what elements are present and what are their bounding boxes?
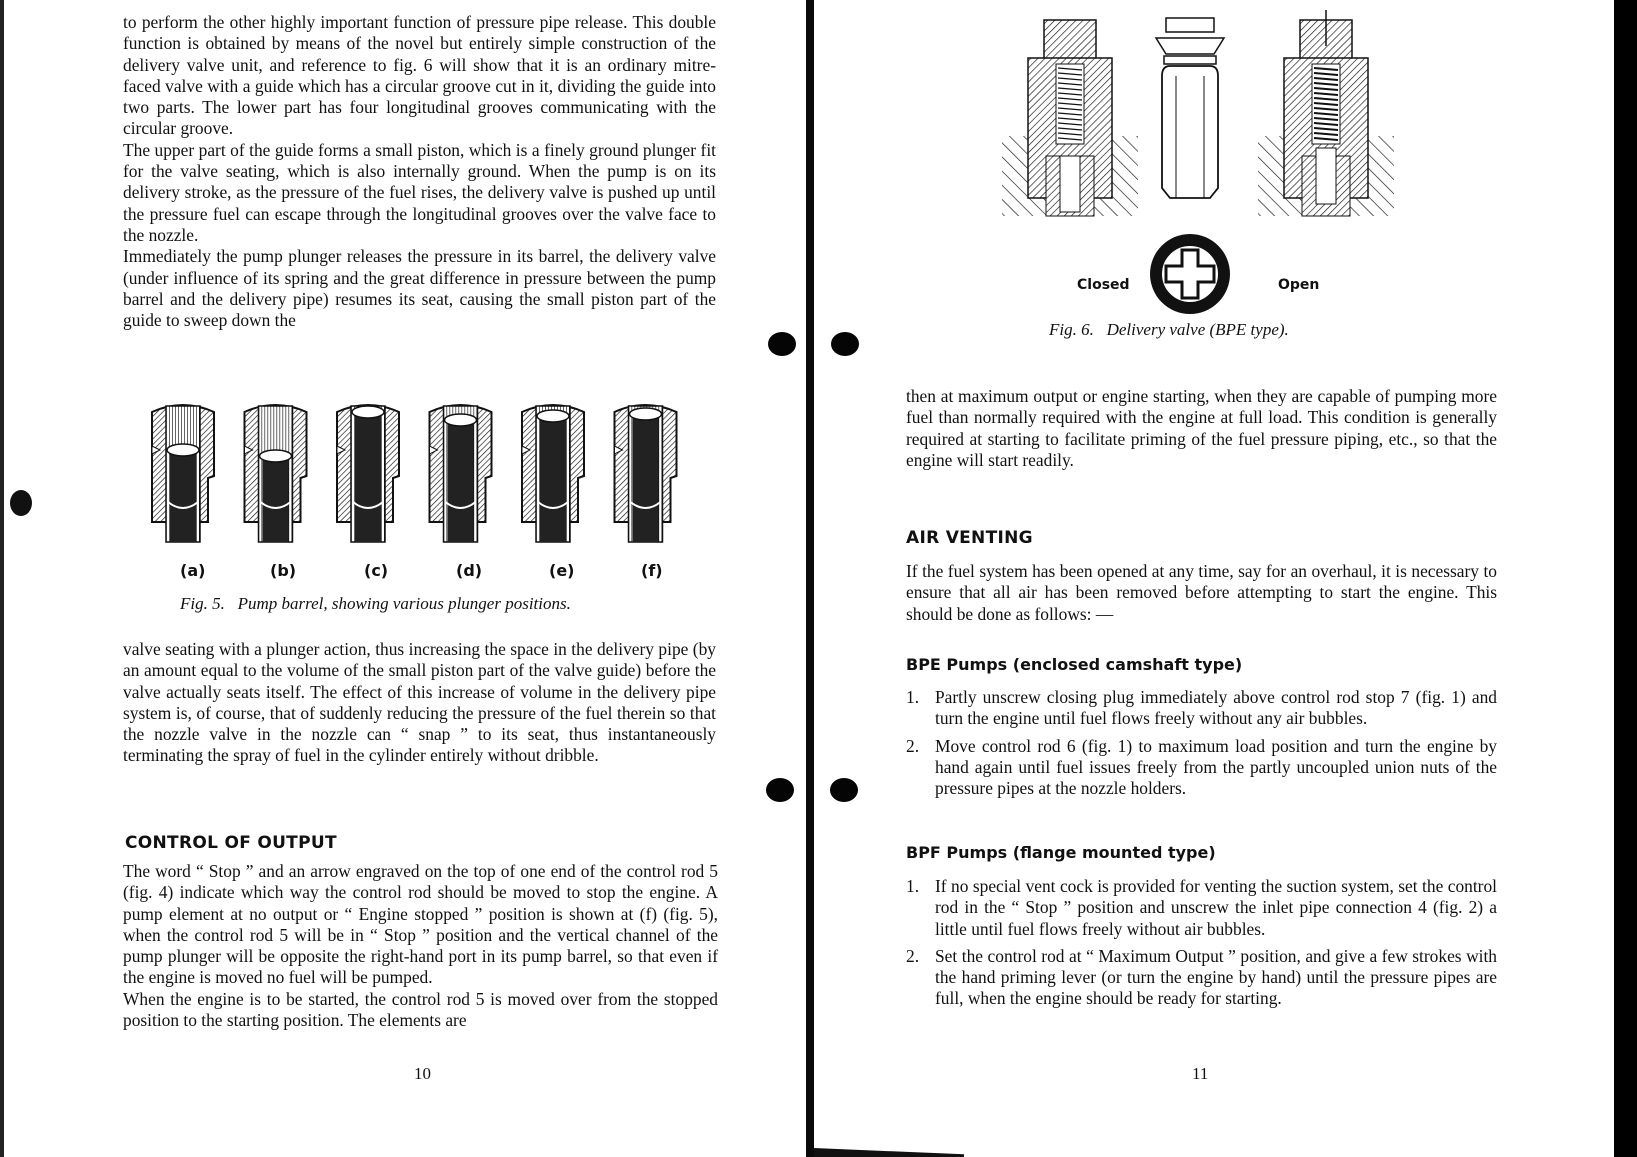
fig5-label-b: (b)	[270, 561, 297, 580]
delivery-valve-illustration	[1002, 16, 1422, 306]
valve-element	[1156, 18, 1224, 198]
body-text-after-figure	[123, 639, 716, 767]
step-number: 1.	[906, 876, 920, 896]
figure-6-caption: Fig. 6. Delivery valve (BPE type).	[1049, 320, 1289, 339]
plunger	[633, 414, 659, 542]
plunger	[355, 412, 381, 542]
list-item	[906, 687, 1497, 730]
step-text: Set the control rod at “ Maximum Output ” position, and give a few strokes with the hand priming lever (or turn the engine by hand) until the pressure pipes are full, when the engine should be ready for starting.	[935, 945, 1497, 1009]
fig6-label-open: Open	[1278, 277, 1320, 293]
plunger	[540, 416, 566, 542]
fig6-label-closed: Closed	[1077, 277, 1130, 293]
step-text: Move control rod 6 (fig. 1) to maximum load position and turn the engine by hand again until fuel issues freely from the partly uncoupled union nuts of the pressure pipes at the nozzle holders.	[935, 735, 1497, 799]
body-text-top-right	[906, 386, 1497, 471]
bpf-steps	[906, 876, 1497, 1016]
plunger	[170, 450, 196, 542]
pump-barrel	[430, 405, 492, 542]
valve-open	[1258, 10, 1394, 216]
fig5-label-a: (a)	[180, 561, 206, 580]
valve-cross-section	[1150, 234, 1230, 314]
pump-barrel	[615, 405, 677, 542]
valve-guide	[1316, 148, 1336, 204]
fig5-label-f: (f)	[641, 561, 663, 580]
union-nut-top	[1044, 20, 1096, 60]
book-gutter	[806, 0, 814, 1157]
page-number: 10	[414, 1064, 431, 1083]
paragraph: then at maximum output or engine starting, when they are capable of pumping more fuel than normally required with the engine at full load. This condition is generally required at starting to facilitate priming of the fuel pressure piping, etc., so that the engine will start readily.	[906, 386, 1497, 470]
paragraph: When the engine is to be started, the control rod 5 is moved over from the stopped position to the starting position. The elements are	[123, 988, 718, 1031]
scan-right-edge	[1614, 0, 1637, 1157]
paragraph: The word “ Stop ” and an arrow engraved on the top of one end of the control rod 5 (fig. 4) indicate which way the control rod should be moved to stop the engine. A pump element at no output or “ Engine stopped ” position is shown at (f) (fig. 5), when the control rod 5 will be in “ Stop ” position and the vertical channel of the pump plunger will be opposite the right-hand port in its pump barrel, so that even if the engine is moved no fuel will be pumped.	[123, 861, 718, 988]
right-page	[816, 0, 1606, 1157]
pump-barrel	[522, 405, 584, 542]
left-page	[0, 0, 804, 1157]
paragraph: to perform the other highly important function of pressure pipe release. This double function is obtained by means of the novel but entirely simple construction of the delivery valve unit, and reference to fig. 6 will show that it is an ordinary mitre-faced valve with a guide which has a circular groove cut in it, dividing the guide into two parts. The lower part has four longitudinal grooves communicating with the circular groove.	[123, 12, 716, 139]
paragraph: valve seating with a plunger action, thus increasing the space in the delivery pipe (by an amount equal to the volume of the small piston part of the valve guide) before the valve actually seats itself. The effect of this increase of volume in the delivery pipe system is, of course, that of suddenly reducing the pressure of the fuel therein so that the nozzle valve in the nozzle can “ snap ” to its seat, thus instantaneously terminating the spray of fuel in the cylinder entirely without dribble.	[123, 639, 716, 766]
body-text-top	[123, 12, 716, 331]
valve-guide	[1060, 156, 1080, 212]
list-item	[906, 876, 1497, 940]
pump-barrel-illustrations	[148, 398, 688, 548]
paragraph: The upper part of the guide forms a small piston, which is a finely ground plunger fit for the valve seating, which is also internally ground. When the pump is on its delivery stroke, as the pressure of the fuel rises, the delivery valve is pushed up until the pressure fuel can escape through the longitudinal grooves over the valve face to the nozzle.	[123, 139, 716, 245]
fig5-label-c: (c)	[364, 561, 389, 580]
step-number: 2.	[906, 945, 920, 966]
plunger-top	[630, 408, 662, 420]
page-number: 11	[1192, 1064, 1209, 1083]
subheading-bpf-pumps: BPF Pumps (flange mounted type)	[906, 843, 1216, 862]
list-item	[906, 736, 1497, 800]
step-text: Partly unscrew closing plug immediately above control rod stop 7 (fig. 1) and turn the engine until fuel flows freely without any air bubbles.	[935, 687, 1497, 729]
pump-barrel	[337, 405, 399, 542]
plunger-top	[352, 406, 384, 418]
section-heading-control-of-output: CONTROL OF OUTPUT	[125, 833, 337, 853]
list-item	[906, 946, 1497, 1010]
plunger-top	[537, 410, 569, 422]
paragraph: Immediately the pump plunger releases the pressure in its barrel, the delivery valve (under influence of its spring and the great difference in pressure between the pump barrel and the delivery pipe) resumes its seat, causing the small piston part of the guide to sweep down the	[123, 246, 716, 331]
pump-barrel	[152, 405, 214, 542]
step-text: If no special vent cock is provided for venting the suction system, set the control rod in the “ Stop ” position and unscrew the inlet pipe connection 4 (fig. 2) a little until fuel flows freely without air bubbles.	[935, 876, 1497, 939]
valve-closed	[1002, 20, 1138, 216]
fig5-label-d: (d)	[456, 561, 483, 580]
plunger	[263, 456, 289, 542]
subheading-bpe-pumps: BPE Pumps (enclosed camshaft type)	[906, 655, 1243, 674]
control-of-output-text	[123, 861, 718, 1031]
plunger-top	[445, 414, 477, 426]
bpe-steps	[906, 687, 1497, 805]
figure-5-caption: Fig. 5. Pump barrel, showing various plunger positions.	[180, 594, 571, 613]
step-number: 2.	[906, 735, 920, 756]
plunger-top	[167, 444, 199, 456]
plunger	[448, 420, 474, 542]
air-venting-intro	[906, 561, 1497, 625]
step-number: 1.	[906, 687, 920, 707]
fig5-label-e: (e)	[549, 561, 575, 580]
section-heading-air-venting: AIR VENTING	[906, 528, 1033, 548]
paragraph: If the fuel system has been opened at any time, say for an overhaul, it is necessary to ensure that all air has been removed before attempting to start the engine. This should be done as follows: —	[906, 561, 1497, 624]
plunger-top	[260, 450, 292, 462]
pump-barrel	[245, 405, 307, 542]
